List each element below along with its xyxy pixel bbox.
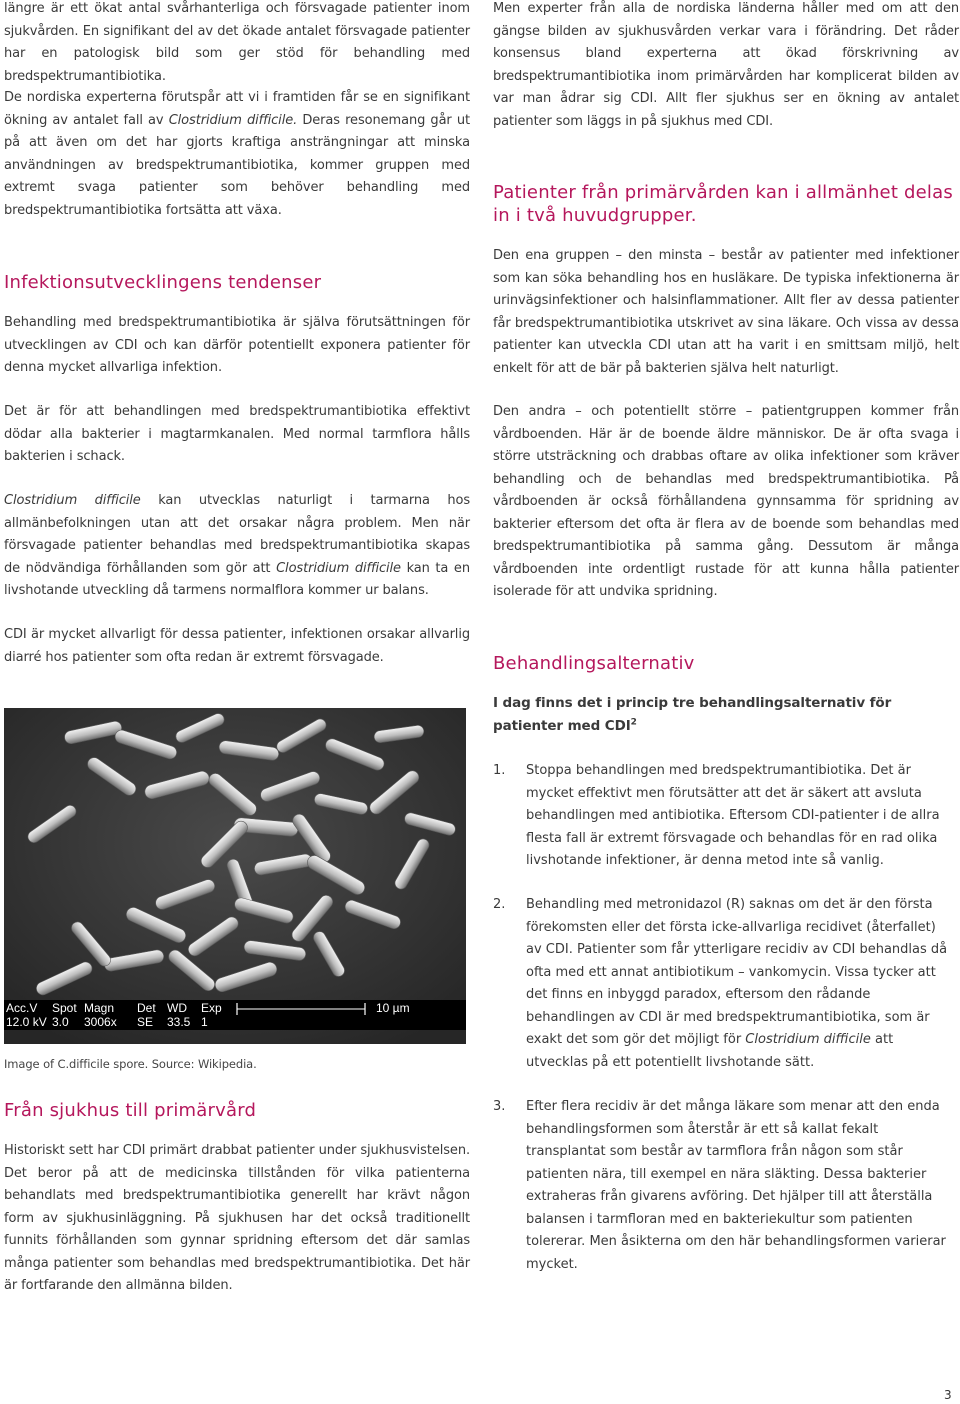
list-item-number: 3. — [493, 1099, 506, 1114]
paragraph-forecast — [4, 87, 470, 222]
bacteria-illustration — [4, 708, 466, 1044]
list-item-number: 1. — [493, 763, 506, 778]
paragraph-natural-development — [4, 490, 470, 603]
sem-label-magn: Magn — [84, 1001, 115, 1015]
forecast-text-a: De nordiska experterna förutspår att vi i framtiden får se en signifikant ökning av antalet fall av — [4, 90, 470, 128]
sem-value-exp: 1 — [201, 1015, 208, 1029]
paragraph-group-one: Den ena gruppen – den minsta – består av patienter med infektioner som kan söka behandling hos en husläkare. De typiska infektionerna är urinvägsinfektioner och halsinflammationer. Allt fler av dessa patienter får bredspektrumantibiotika utskrivet av sina läkare. Och vissa av dessa patienter kan utveckla CDI utan att ha varit i en smittsam miljö, helt enkelt för att de bär på bakterien själva helt naturligt. — [493, 248, 959, 376]
item-text-a: Behandling med metronidazol (R) saknas om det är den första förekomsten eller det första icke-allvarliga recidivet (återfallet) av CDI. Patienter som får ytterligare recidiv av CDI behandlas då ofta med ett annat antibiotikum – vankomycin. Vissa tycker att det finns en inbyggd paradox, eftersom den rådande behandlingen av CDI är med bredspektrumantibiotika, som är exakt det som gör det möjligt för — [526, 897, 948, 1047]
forecast-text-b: Deras resonemang går ut på att även om det har gjorts kraftiga ansträngningar att minska användningen av bredspektrumantibiotika, kommer gruppen med extremt svaga patienter som behöver behandling med bredspektrumantibiotika fortsätta att växa. — [4, 112, 470, 218]
paragraph-experts-agree: Men experter från alla de nordiska länderna håller med om att den gängse bilden av sjukhusvården verkar vara i förändring. Det råder konsensus bland experterna att ökad förskrivning av bredspektrumantibiotika inom primärvården har komplicerat bilden av var man ådrar sig CDI. Allt fler sjukhus ser en ökning av antalet patienter som läggs in på sjukhus med CDI. — [493, 1, 959, 129]
sem-micrograph — [4, 708, 466, 1044]
natural-text-b: kan ta en livshotande utveckling då tarmens normalflora kommer ur balans. — [4, 560, 470, 598]
sem-value-wd: 33.5 — [167, 1015, 191, 1029]
sem-value-magn: 3006x — [84, 1015, 117, 1029]
sem-label-spot: Spot — [52, 1001, 77, 1015]
paragraph-intro: längre är ett ökat antal svårhanterliga och försvagade patienter inom sjukvården. En signifikant del av det ökade antalet försvagade patienter har en patologisk bild som ger stöd för behandling med bredspektrumantibiotika. — [4, 1, 470, 84]
paragraph-treatment-lead — [493, 692, 959, 737]
sem-value-accv: 12.0 kV — [6, 1015, 47, 1029]
paragraph-cdi-severity: CDI är mycket allvarligt för dessa patienter, infektionen orsakar allvarlig diarré hos patienter som ofta redan är extremt försvagade. — [4, 627, 470, 665]
species-name: Clostridium difficile — [4, 493, 141, 508]
sem-label-wd: WD — [167, 1001, 187, 1015]
heading-hospital-to-primary: Från sjukhus till primärvård — [4, 1100, 257, 1121]
forecast-species: Clostridium difficile. — [168, 112, 298, 128]
page-number: 3 — [944, 1388, 952, 1402]
scale-bar-label: 10 µm — [376, 1001, 410, 1015]
sem-info-bar — [4, 1000, 466, 1030]
scale-bar — [236, 1002, 366, 1016]
sem-label-accv: Acc.V — [6, 1001, 38, 1015]
natural-text-a: kan utvecklas naturligt i tarmarna hos allmänbefolkningen utan att det orsakar några problem. Men när försvagade patienter behandlas med bredspektrumantibiotika skapas de nödvändiga förhållanden som gör att — [4, 493, 470, 576]
list-item-text: Stoppa behandlingen med bredspektrumantibiotika. Det är mycket effektivt men förutsätter att det är säkert att avsluta behandlingen med antibiotika. Eftersom CDI-patienter i de allra flesta fall är extremt försvagade och behandlas för en rad olika livshotande infektioner, är denna metod inte så vanlig. — [526, 763, 940, 868]
footnote-ref: 2 — [630, 717, 637, 727]
lead-text: I dag finns det i princip tre behandlingsalternativ för patienter med CDI — [493, 695, 892, 734]
sem-value-spot: 3.0 — [52, 1015, 69, 1029]
heading-infection-trends: Infektionsutvecklingens tendenser — [4, 272, 322, 293]
heading-patient-groups: Patienter från primärvården kan i allmänhet delas in i två huvudgrupper. — [493, 182, 953, 226]
paragraph-gut-bacteria: Det är för att behandlingen med bredspektrumantibiotika effektivt dödar alla bakterier i magtarmkanalen. Med normal tarmflora hålls bakterien i schack. — [4, 404, 470, 464]
paragraph-history: Historiskt sett har CDI primärt drabbat patienter under sjukhusvistelsen. Det beror på att de medicinska tillstånden för vilka patienterna behandlats med bredspektrumantibiotika generellt har krävt någon form av sjukhusinläggning. På sjukhusen har det också traditionellt funnits förhållanden som gynnar spridning eftersom det där samlas många patienter som behandlas med bredspektrumantibiotika. Det här är fortfarande den allmänna bilden. — [4, 1143, 470, 1293]
item-text-b: att utvecklas på ett potentiellt livshotande sätt. — [526, 1032, 894, 1070]
image-caption: Image of C.difficile spore. Source: Wikipedia. — [4, 1057, 257, 1071]
species-name: Clostridium difficile — [745, 1032, 871, 1047]
list-item-number: 2. — [493, 897, 506, 912]
sem-label-exp: Exp — [201, 1001, 222, 1015]
sem-value-det: SE — [137, 1015, 154, 1029]
list-item-text: Efter flera recidiv är det många läkare som menar att den enda behandlingsformen som återstår är ett så kallat fekalt transplantat som består av tarmflora från någon som står patienten nära, till exempel en nära släkting. Dessa bakterier extraheras från givarens avföring. Det hjälper till att återställa balansen i tarmfloran med en bakteriekultur som patienten tolererar. Men åsikterna om den här behandlingsformen varierar mycket. — [526, 1099, 946, 1272]
list-item-text — [526, 894, 950, 1074]
sem-label-det: Det — [137, 1001, 156, 1015]
heading-treatment-options: Behandlingsalternativ — [493, 653, 695, 674]
species-name: Clostridium difficile — [276, 560, 401, 576]
paragraph-group-two: Den andra – och potentiellt större – patientgruppen kommer från vårdboenden. Här är de boende äldre människor. De är ofta svaga i större utsträckning och drabbas oftare av olika infektioner som kräver behandling och de behandlas med bredspektrumantibiotika. På vårdboenden är också förhållandena gynnsamma för spridning av bakterier eftersom det ofta är flera av de boende som behandlas med bredspektrumantibiotika på samma gång. Dessutom är många vårdboenden inte ordentligt rustade för att kunna hålla patienter isolerade för att undvika spridning. — [493, 404, 959, 599]
paragraph-treatment-basis: Behandling med bredspektrumantibiotika är själva förutsättningen för utvecklingen av CDI och kan därför potentiellt exponera patienter för denna mycket allvarliga infektion. — [4, 315, 470, 375]
